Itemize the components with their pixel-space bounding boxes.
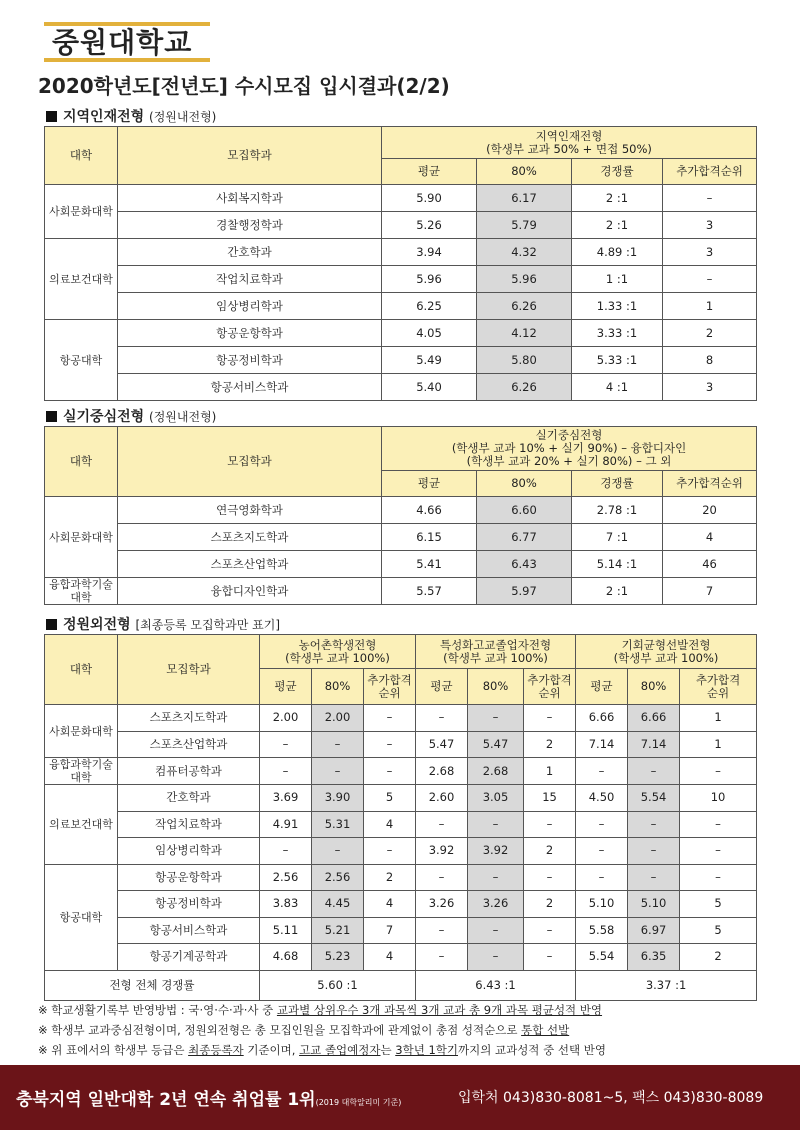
extra-rank-cell: – xyxy=(680,811,757,838)
extra-rank-cell: 2 xyxy=(364,864,416,891)
avg-cell: – xyxy=(260,838,312,865)
extra-rank-cell: 1 xyxy=(680,705,757,732)
extra-rank-cell: 4 xyxy=(364,944,416,971)
extra-rank-cell: 2 xyxy=(524,891,576,918)
extra-rank-cell: – xyxy=(663,266,757,293)
table-row xyxy=(45,320,757,347)
p80-cell: – xyxy=(628,838,680,865)
p80-cell: 5.96 xyxy=(477,266,572,293)
avg-cell: 4.05 xyxy=(382,320,477,347)
avg-cell: – xyxy=(416,944,468,971)
avg-cell: 5.57 xyxy=(382,578,477,605)
header-80: 80% xyxy=(477,471,572,497)
total-equal-opportunity: 3.37 :1 xyxy=(576,970,757,1000)
dept-cell: 항공정비학과 xyxy=(118,347,382,374)
avg-cell: 5.41 xyxy=(382,551,477,578)
p80-cell: 7.14 xyxy=(628,731,680,758)
header-comp: 경쟁률 xyxy=(572,471,663,497)
table-row xyxy=(45,551,757,578)
extra-rank-cell: 3 xyxy=(663,212,757,239)
competition-cell: 2.78 :1 xyxy=(572,497,663,524)
notes xyxy=(38,1000,606,1060)
extra-rank-cell: – xyxy=(524,864,576,891)
table-row xyxy=(45,864,757,891)
extra-rank-cell: 4 xyxy=(663,524,757,551)
p80-cell: 5.21 xyxy=(312,917,364,944)
table-row xyxy=(45,731,757,758)
p80-cell: – xyxy=(468,917,524,944)
avg-cell: 3.69 xyxy=(260,785,312,812)
header-group: 지역인재전형 (학생부 교과 50% + 면접 50%) xyxy=(382,127,757,159)
avg-cell: 5.90 xyxy=(382,185,477,212)
extra-rank-cell: 5 xyxy=(364,785,416,812)
extra-rank-cell: 3 xyxy=(663,239,757,266)
header-avg: 평균 xyxy=(416,669,468,705)
extra-rank-cell: 7 xyxy=(663,578,757,605)
p80-cell: 4.12 xyxy=(477,320,572,347)
dept-cell: 항공서비스학과 xyxy=(118,917,260,944)
extra-rank-cell: – xyxy=(364,758,416,785)
university-name: 중원대학교 xyxy=(52,26,193,59)
header-group: 실기중심전형 (학생부 교과 10% + 실기 90%) – 융합디자인 (학생부 교과 20% + 실기 80%) – 그 외 xyxy=(382,427,757,471)
extra-rank-cell: – xyxy=(680,838,757,865)
p80-cell: 4.45 xyxy=(312,891,364,918)
table-row xyxy=(45,944,757,971)
header-avg: 평균 xyxy=(260,669,312,705)
header-extra: 추가합격 순위 xyxy=(364,669,416,705)
header-80: 80% xyxy=(468,669,524,705)
avg-cell: 3.26 xyxy=(416,891,468,918)
p80-cell: 2.00 xyxy=(312,705,364,732)
college-cell: 항공대학 xyxy=(45,320,118,401)
total-label: 전형 전체 경쟁률 xyxy=(45,970,260,1000)
table-row xyxy=(45,891,757,918)
extra-rank-cell: – xyxy=(524,811,576,838)
dept-cell: 항공운항학과 xyxy=(118,320,382,347)
competition-cell: 2 :1 xyxy=(572,212,663,239)
competition-cell: 3.33 :1 xyxy=(572,320,663,347)
header-extra: 추가합격순위 xyxy=(663,159,757,185)
header-comp: 경쟁률 xyxy=(572,159,663,185)
p80-cell: 2.68 xyxy=(468,758,524,785)
avg-cell: 5.26 xyxy=(382,212,477,239)
table-row xyxy=(45,524,757,551)
extra-rank-cell: – xyxy=(524,705,576,732)
avg-cell: 5.54 xyxy=(576,944,628,971)
avg-cell: 2.68 xyxy=(416,758,468,785)
p80-cell: 6.26 xyxy=(477,293,572,320)
extra-rank-cell: 4 xyxy=(364,811,416,838)
avg-cell: 4.91 xyxy=(260,811,312,838)
dept-cell: 항공정비학과 xyxy=(118,891,260,918)
section-title-practical: 실기중심전형 (정원내전형) xyxy=(46,406,216,426)
university-logo xyxy=(44,22,210,62)
footer-slogan: 충북지역 일반대학 2년 연속 취업률 1위(2019 대학알리미 기준) xyxy=(16,1090,402,1110)
p80-cell: – xyxy=(628,811,680,838)
avg-cell: 5.10 xyxy=(576,891,628,918)
avg-cell: 6.15 xyxy=(382,524,477,551)
avg-cell: 7.14 xyxy=(576,731,628,758)
header-extra: 추가합격 순위 xyxy=(524,669,576,705)
avg-cell: 5.96 xyxy=(382,266,477,293)
avg-cell: – xyxy=(260,731,312,758)
extra-rank-cell: 7 xyxy=(364,917,416,944)
dept-cell: 작업치료학과 xyxy=(118,811,260,838)
extra-rank-cell: – xyxy=(524,944,576,971)
section-title-regional: 지역인재전형 (정원내전형) xyxy=(46,106,216,126)
dept-cell: 작업치료학과 xyxy=(118,266,382,293)
dept-cell: 컴퓨터공학과 xyxy=(118,758,260,785)
p80-cell: 3.92 xyxy=(468,838,524,865)
p80-cell: 5.47 xyxy=(468,731,524,758)
dept-cell: 연극영화학과 xyxy=(118,497,382,524)
avg-cell: – xyxy=(576,838,628,865)
p80-cell: 6.17 xyxy=(477,185,572,212)
dept-cell: 스포츠지도학과 xyxy=(118,705,260,732)
note-2: ※ 학생부 교과중심전형이며, 정원외전형은 총 모집인원을 모집학과에 관계없이 총점 성적순으로 통합 선발 xyxy=(38,1023,570,1037)
dept-cell: 간호학과 xyxy=(118,785,260,812)
table-row xyxy=(45,185,757,212)
avg-cell: 5.40 xyxy=(382,374,477,401)
extra-rank-cell: – xyxy=(524,917,576,944)
extra-rank-cell: 5 xyxy=(680,917,757,944)
header-dept: 모집학과 xyxy=(118,427,382,497)
p80-cell: – xyxy=(628,758,680,785)
p80-cell: 6.60 xyxy=(477,497,572,524)
p80-cell: 3.90 xyxy=(312,785,364,812)
extra-rank-cell: 1 xyxy=(663,293,757,320)
extra-rank-cell: 4 xyxy=(364,891,416,918)
competition-cell: 4 :1 xyxy=(572,374,663,401)
avg-cell: 3.83 xyxy=(260,891,312,918)
extra-rank-cell: 2 xyxy=(524,838,576,865)
extra-rank-cell: – xyxy=(364,731,416,758)
avg-cell: 5.47 xyxy=(416,731,468,758)
p80-cell: 5.23 xyxy=(312,944,364,971)
header-college: 대학 xyxy=(45,635,118,705)
extra-rank-cell: 15 xyxy=(524,785,576,812)
table-row xyxy=(45,758,757,785)
p80-cell: 6.35 xyxy=(628,944,680,971)
dept-cell: 스포츠지도학과 xyxy=(118,524,382,551)
p80-cell: – xyxy=(628,864,680,891)
p80-cell: 6.77 xyxy=(477,524,572,551)
extra-rank-cell: 10 xyxy=(680,785,757,812)
extra-rank-cell: – xyxy=(680,758,757,785)
regional-talent-table xyxy=(44,126,757,401)
competition-cell: 5.14 :1 xyxy=(572,551,663,578)
p80-cell: – xyxy=(468,811,524,838)
college-cell: 융합과학기술대학 xyxy=(45,578,118,605)
header-avg: 평균 xyxy=(576,669,628,705)
avg-cell: – xyxy=(576,811,628,838)
college-cell: 사회문화대학 xyxy=(45,705,118,758)
avg-cell: – xyxy=(260,758,312,785)
dept-cell: 임상병리학과 xyxy=(118,293,382,320)
extra-rank-cell: 3 xyxy=(663,374,757,401)
avg-cell: 4.50 xyxy=(576,785,628,812)
competition-cell: 1 :1 xyxy=(572,266,663,293)
avg-cell: – xyxy=(576,864,628,891)
extra-rank-cell: 2 xyxy=(524,731,576,758)
dept-cell: 경찰행정학과 xyxy=(118,212,382,239)
note-1: ※ 학교생활기록부 반영방법 : 국·영·수·과·사 중 교과별 상위우수 3개 과목씩 3개 교과 총 9개 과목 평균성적 반영 xyxy=(38,1003,603,1017)
dept-cell: 항공기계공학과 xyxy=(118,944,260,971)
dept-cell: 임상병리학과 xyxy=(118,838,260,865)
college-cell: 사회문화대학 xyxy=(45,497,118,578)
avg-cell: 4.66 xyxy=(382,497,477,524)
competition-cell: 1.33 :1 xyxy=(572,293,663,320)
p80-cell: 3.26 xyxy=(468,891,524,918)
dept-cell: 항공서비스학과 xyxy=(118,374,382,401)
dept-cell: 융합디자인학과 xyxy=(118,578,382,605)
extra-rank-cell: 2 xyxy=(680,944,757,971)
header-rural: 농어촌학생전형 (학생부 교과 100%) xyxy=(260,635,416,669)
avg-cell: – xyxy=(416,705,468,732)
extra-rank-cell: 8 xyxy=(663,347,757,374)
table-row xyxy=(45,266,757,293)
extra-rank-cell: 46 xyxy=(663,551,757,578)
competition-cell: 2 :1 xyxy=(572,578,663,605)
table-row xyxy=(45,811,757,838)
p80-cell: – xyxy=(312,838,364,865)
dept-cell: 스포츠산업학과 xyxy=(118,731,260,758)
footer-banner xyxy=(0,1065,800,1130)
header-80: 80% xyxy=(477,159,572,185)
competition-cell: 5.33 :1 xyxy=(572,347,663,374)
p80-cell: 5.54 xyxy=(628,785,680,812)
avg-cell: – xyxy=(416,917,468,944)
total-vocational: 6.43 :1 xyxy=(416,970,576,1000)
square-bullet-icon xyxy=(46,411,57,422)
avg-cell: 2.00 xyxy=(260,705,312,732)
avg-cell: 3.92 xyxy=(416,838,468,865)
avg-cell: 2.56 xyxy=(260,864,312,891)
p80-cell: 5.97 xyxy=(477,578,572,605)
p80-cell: – xyxy=(312,758,364,785)
avg-cell: 6.25 xyxy=(382,293,477,320)
avg-cell: 5.49 xyxy=(382,347,477,374)
p80-cell: 6.43 xyxy=(477,551,572,578)
practical-table xyxy=(44,426,757,605)
dept-cell: 항공운항학과 xyxy=(118,864,260,891)
college-cell: 융합과학기술대학 xyxy=(45,758,118,785)
avg-cell: – xyxy=(416,811,468,838)
avg-cell: 5.11 xyxy=(260,917,312,944)
table-row xyxy=(45,705,757,732)
footer-contact: 입학처 043)830-8081~5, 팩스 043)830-8089 xyxy=(458,1090,764,1106)
avg-cell: 2.60 xyxy=(416,785,468,812)
table-row xyxy=(45,917,757,944)
avg-cell: – xyxy=(416,864,468,891)
college-cell: 의료보건대학 xyxy=(45,785,118,865)
table-row xyxy=(45,578,757,605)
header-dept: 모집학과 xyxy=(118,635,260,705)
header-college: 대학 xyxy=(45,127,118,185)
table-row xyxy=(45,239,757,266)
extra-rank-cell: 20 xyxy=(663,497,757,524)
p80-cell: 5.10 xyxy=(628,891,680,918)
section-title-extra-quota: 정원외전형 [최종등록 모집학과만 표기] xyxy=(46,614,280,634)
dept-cell: 스포츠산업학과 xyxy=(118,551,382,578)
table-row xyxy=(45,497,757,524)
header-avg: 평균 xyxy=(382,471,477,497)
extra-quota-table xyxy=(44,634,757,1001)
p80-cell: 2.56 xyxy=(312,864,364,891)
page-title: 2020학년도[전년도] 수시모집 입시결과(2/2) xyxy=(38,74,450,98)
table-row xyxy=(45,347,757,374)
header-vocational: 특성화고교졸업자전형 (학생부 교과 100%) xyxy=(416,635,576,669)
competition-cell: 4.89 :1 xyxy=(572,239,663,266)
p80-cell: 4.32 xyxy=(477,239,572,266)
extra-rank-cell: 1 xyxy=(680,731,757,758)
p80-cell: 3.05 xyxy=(468,785,524,812)
avg-cell: 3.94 xyxy=(382,239,477,266)
p80-cell: 6.66 xyxy=(628,705,680,732)
table-row xyxy=(45,212,757,239)
extra-rank-cell: 5 xyxy=(680,891,757,918)
college-cell: 의료보건대학 xyxy=(45,239,118,320)
avg-cell: 5.58 xyxy=(576,917,628,944)
header-80: 80% xyxy=(628,669,680,705)
table-row xyxy=(45,374,757,401)
dept-cell: 사회복지학과 xyxy=(118,185,382,212)
avg-cell: 4.68 xyxy=(260,944,312,971)
p80-cell: 6.26 xyxy=(477,374,572,401)
p80-cell: – xyxy=(468,705,524,732)
dept-cell: 간호학과 xyxy=(118,239,382,266)
p80-cell: 5.80 xyxy=(477,347,572,374)
extra-rank-cell: – xyxy=(680,864,757,891)
p80-cell: 5.31 xyxy=(312,811,364,838)
table-row xyxy=(45,838,757,865)
square-bullet-icon xyxy=(46,111,57,122)
header-dept: 모집학과 xyxy=(118,127,382,185)
avg-cell: – xyxy=(576,758,628,785)
p80-cell: 5.79 xyxy=(477,212,572,239)
p80-cell: – xyxy=(468,944,524,971)
p80-cell: – xyxy=(312,731,364,758)
total-rural: 5.60 :1 xyxy=(260,970,416,1000)
extra-rank-cell: – xyxy=(364,838,416,865)
extra-rank-cell: 1 xyxy=(524,758,576,785)
extra-rank-cell: – xyxy=(364,705,416,732)
p80-cell: 6.97 xyxy=(628,917,680,944)
college-cell: 항공대학 xyxy=(45,864,118,970)
table-row xyxy=(45,785,757,812)
extra-rank-cell: 2 xyxy=(663,320,757,347)
college-cell: 사회문화대학 xyxy=(45,185,118,239)
header-80: 80% xyxy=(312,669,364,705)
note-3: ※ 위 표에서의 학생부 등급은 최종등록자 기준이며, 고교 졸업예정자는 3학년 1학기까지의 교과성적 중 선택 반영 xyxy=(38,1043,606,1057)
square-bullet-icon xyxy=(46,619,57,630)
header-college: 대학 xyxy=(45,427,118,497)
header-avg: 평균 xyxy=(382,159,477,185)
p80-cell: – xyxy=(468,864,524,891)
header-equal-opportunity: 기회균형선발전형 (학생부 교과 100%) xyxy=(576,635,757,669)
header-extra: 추가합격순위 xyxy=(663,471,757,497)
avg-cell: 6.66 xyxy=(576,705,628,732)
table-row xyxy=(45,293,757,320)
competition-cell: 7 :1 xyxy=(572,524,663,551)
header-extra: 추가합격 순위 xyxy=(680,669,757,705)
extra-rank-cell: – xyxy=(663,185,757,212)
competition-cell: 2 :1 xyxy=(572,185,663,212)
